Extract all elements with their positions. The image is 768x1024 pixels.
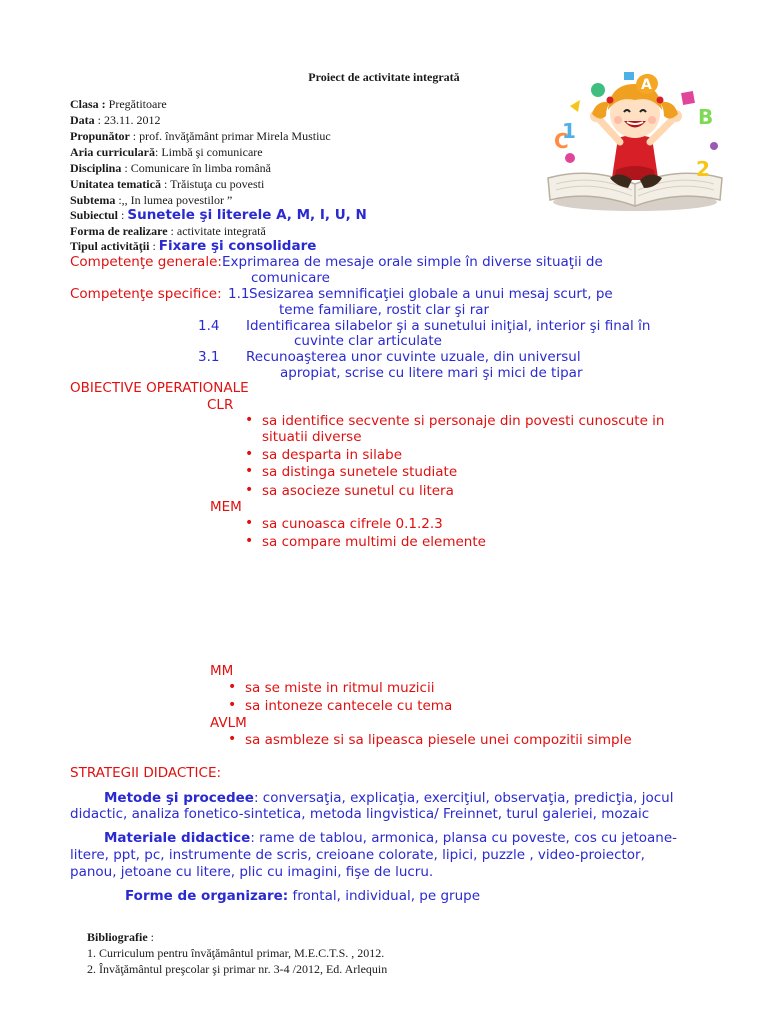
girl-reading-book-illustration xyxy=(540,66,730,216)
competenta-1-4-line1: Identificarea silabelor şi a sunetului iniţial, interior şi final în xyxy=(246,318,651,334)
number-1-glyph: 1 xyxy=(562,119,576,143)
field-tipul: Tipul activităţii : Fixare şi consolidare xyxy=(70,238,317,254)
competenta-3-1-line2: apropiat, scrise cu litere mari şi mici de tipar xyxy=(280,365,583,381)
avlm-label: AVLM xyxy=(210,715,247,731)
bibliografie-heading: Bibliografie : xyxy=(87,930,155,944)
field-forma: Forma de realizare : activitate integrată xyxy=(70,224,266,238)
field-propunator: Propunător : prof. învăţământ primar Mirela Mustiuc xyxy=(70,129,331,143)
competente-specifice-label: Competenţe specifice: xyxy=(70,286,222,302)
competente-generale-label: Competenţe generale: xyxy=(70,254,222,270)
mm-objective-item: • sa se miste in ritmul muzicii xyxy=(245,680,434,696)
document-title: Proiect de activitate integrată xyxy=(308,70,460,84)
strategii-heading: STRATEGII DIDACTICE: xyxy=(70,765,222,781)
field-subtema: Subtema :,, In lumea povestilor ” xyxy=(70,193,233,207)
letter-a-glyph: A xyxy=(641,77,652,93)
metode-line2: didactic, analiza fonetico-sintetica, metoda lingvistica/ Freinnet, turul galeriei, mozaic xyxy=(70,806,650,822)
number-2-glyph: 2 xyxy=(696,157,710,181)
bibliografie-item: 1. Curriculum pentru învăţământul primar, M.E.C.T.S. , 2012. xyxy=(87,946,385,960)
competenta-3-1-number: 3.1 xyxy=(198,349,220,365)
clr-objective-item: • sa distinga sunetele studiate xyxy=(262,464,457,480)
competente-generale-line1: Exprimarea de mesaje orale simple în diverse situaţii de xyxy=(222,254,603,270)
clr-objective-item: • sa asocieze sunetul cu litera xyxy=(262,483,454,499)
obiective-heading: OBIECTIVE OPERATIONALE xyxy=(70,380,249,396)
competenta-3-1-line1: Recunoaşterea unor cuvinte uzuale, din universul xyxy=(246,349,581,365)
forme-organizare: Forme de organizare: frontal, individual, pe grupe xyxy=(125,888,481,904)
field-aria: Aria curriculară: Limbă şi comunicare xyxy=(70,145,263,159)
clr-objective-item: • sa desparta in silabe xyxy=(262,447,402,463)
field-subiectul: Subiectul : Sunetele şi literele A, M, I, U, N xyxy=(70,207,367,223)
field-unitatea: Unitatea tematică : Trăistuţa cu povesti xyxy=(70,177,265,191)
field-data: Data : 23.11. 2012 xyxy=(70,113,161,127)
competenta-1-4-line2: cuvinte clar articulate xyxy=(294,333,442,349)
mem-objective-item: • sa cunoasca cifrele 0.1.2.3 xyxy=(262,516,443,532)
mm-objective-item: • sa intoneze cantecele cu tema xyxy=(245,698,452,714)
competenta-1-4-number: 1.4 xyxy=(198,318,220,334)
competenta-1-1-number: 1.1 xyxy=(228,286,250,302)
bibliografie-item: 2. Învăţământul preşcolar şi primar nr. 3-4 /2012, Ed. Arlequin xyxy=(87,962,388,976)
clr-objective-item: • sa identifice secvente si personaje din povesti cunoscute in xyxy=(262,413,664,429)
field-disciplina: Disciplina : Comunicare în limba română xyxy=(70,161,271,175)
avlm-objective-item: • sa asmbleze si sa lipeasca piesele unei compozitii simple xyxy=(245,732,632,748)
materiale-line2: litere, ppt, pc, instrumente de scris, creioane colorate, lipici, puzzle , video-proiector, xyxy=(70,847,645,863)
competenta-1-1-line1: Sesizarea semnificaţiei globale a unui mesaj scurt, pe xyxy=(249,286,613,302)
letter-b-glyph: B xyxy=(698,105,714,129)
metode-line1: Metode şi procedee: conversaţia, explicaţia, exerciţiul, observaţia, predicţia, jocul xyxy=(104,790,674,806)
letter-c-glyph: C xyxy=(554,129,569,153)
competente-generale-line2: comunicare xyxy=(251,270,330,286)
materiale-line3: panou, jetoane cu litere, plic cu imagini, fişe de lucru. xyxy=(70,864,434,880)
competenta-1-1-line2: teme familiare, rostit clar şi rar xyxy=(279,302,490,318)
clr-label: CLR xyxy=(207,397,234,413)
field-clasa: Clasa : Pregătitoare xyxy=(70,97,167,111)
mem-objective-item: • sa compare multimi de elemente xyxy=(262,534,486,550)
mem-label: MEM xyxy=(210,499,242,515)
materiale-line1: Materiale didactice: rame de tablou, armonica, plansa cu poveste, cos cu jetoane- xyxy=(104,830,678,846)
mm-label: MM xyxy=(210,663,234,679)
clr-objective-continuation: situatii diverse xyxy=(262,429,362,445)
